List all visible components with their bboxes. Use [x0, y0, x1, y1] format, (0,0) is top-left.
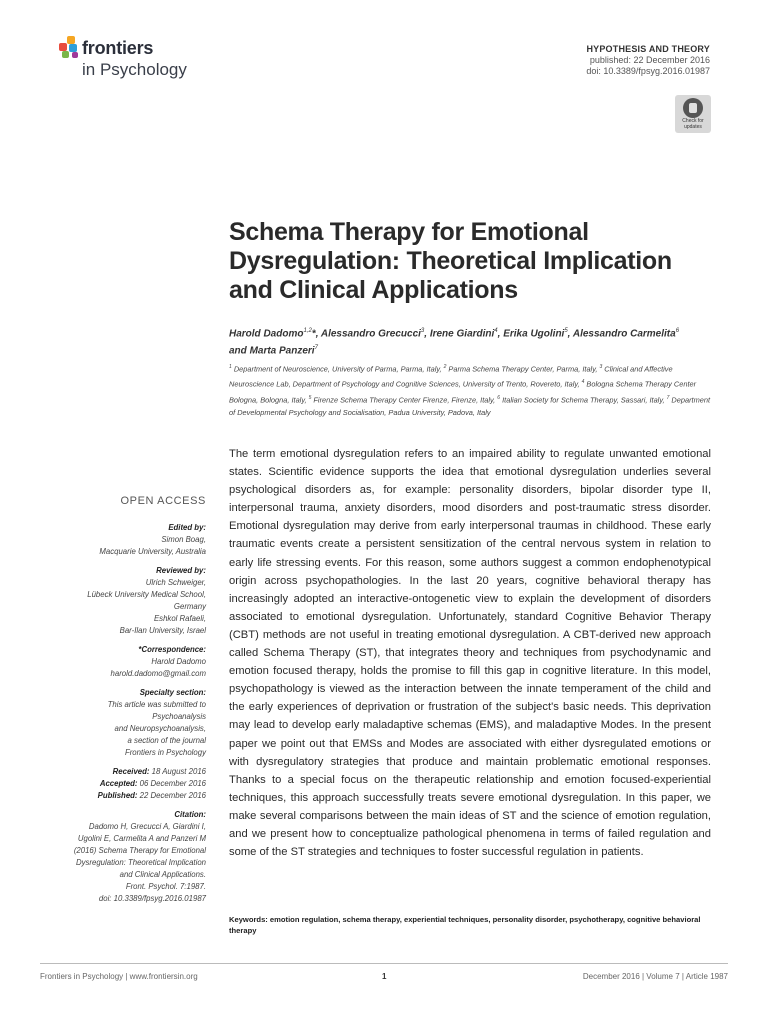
affiliation-marker: 4: [581, 379, 585, 386]
author-separator: ,: [424, 328, 430, 340]
edited-by-line: Macquarie University, Australia: [99, 547, 206, 556]
article-type: HYPOTHESIS AND THEORY: [586, 44, 710, 54]
citation-line: Front. Psychol. 7:1987.: [125, 882, 206, 891]
author-name[interactable]: Irene Giardini: [429, 328, 495, 340]
date-value: 06 December 2016: [137, 779, 206, 788]
affiliation-text: Italian Society for Schema Therapy, Sassari, Italy,: [500, 395, 667, 404]
author-affiliation-marker: 7: [314, 345, 318, 352]
citation-line: doi: 10.3389/fpsyg.2016.01987: [98, 894, 206, 903]
date-label: Accepted:: [99, 779, 138, 788]
edited-by-line: Simon Boag,: [161, 535, 206, 544]
article-header-meta: [586, 44, 710, 77]
date-row: [46, 766, 206, 778]
affiliation-marker: 7: [666, 394, 670, 401]
reviewed-by-line: Bar-Ilan University, Israel: [119, 626, 206, 635]
author-affiliation-marker: 6: [675, 328, 680, 334]
author-name[interactable]: Erika Ugolini: [503, 328, 565, 340]
keywords: Keywords: emotion regulation, schema therapy, experiential techniques, personality disorder, psychotherapy, cognitive behavioral therapy: [229, 915, 701, 935]
footer-volume-info: December 2016 | Volume 7 | Article 1987: [582, 972, 728, 981]
specialty-section-line: a section of the journal: [127, 736, 206, 745]
citation-label: Citation:: [174, 810, 206, 819]
date-label: Published:: [97, 791, 138, 800]
affiliation-marker: 3: [599, 364, 603, 370]
open-access-label: OPEN ACCESS: [120, 495, 206, 507]
footer-journal-link[interactable]: Frontiers in Psychology | www.frontiersin.org: [40, 972, 198, 981]
author-list: [229, 324, 699, 359]
citation-line: Dadomo H, Grecucci A, Giardini I,: [88, 822, 206, 831]
specialty-section-line: and Neuropsychoanalysis,: [114, 724, 206, 733]
date-row: [46, 778, 206, 790]
published-date: published: 22 December 2016: [589, 55, 710, 65]
specialty-section-label: Specialty section:: [139, 688, 206, 697]
logo-word-journal: in Psychology: [82, 60, 187, 79]
affiliation-text: Clinical and Affective Neuroscience Lab, Department of Psychology and Cognitive Sciences, University of Trento, Rovereto, Italy,: [229, 364, 673, 389]
citation-line: Ugolini E, Carmelita A and Panzeri M: [77, 834, 206, 843]
citation-line: and Clinical Applications.: [119, 870, 206, 879]
frontiers-logo-icon: [57, 34, 81, 60]
section-gap: [46, 680, 206, 687]
specialty-section-line: Frontiers in Psychology: [124, 748, 206, 757]
affiliation-text: Parma Schema Therapy Center, Parma, Italy,: [446, 364, 600, 374]
affiliation-marker: 6: [497, 394, 501, 401]
affiliation-text: Department of Neuroscience, University of Parma, Parma, Italy,: [231, 364, 444, 374]
affiliation-text: Department of Developmental Psychology and Socialisation, Padua University, Padova, Italy: [229, 395, 711, 417]
reviewed-by-line: Eshkol Rafaeli,: [153, 614, 206, 623]
correspondence-line[interactable]: harold.dadomo@gmail.com: [110, 669, 206, 678]
check-updates-line2: updates: [684, 123, 702, 130]
affiliation-text: Bologna Schema Therapy Center Bologna, Bologna, Italy,: [229, 379, 697, 404]
correspondence-line: Harold Dadomo: [151, 657, 206, 666]
logo-word-frontiers: frontiers: [82, 38, 154, 58]
author-separator: *,: [311, 328, 321, 340]
check-updates-icon: [683, 98, 703, 118]
author-separator: and: [229, 345, 250, 357]
affiliation-marker: 5: [308, 394, 312, 401]
page-number: 1: [382, 972, 387, 981]
affiliations: [229, 361, 711, 420]
citation-line: (2016) Schema Therapy for Emotional: [73, 846, 206, 855]
edited-by-label: Edited by:: [168, 523, 206, 532]
specialty-section-line: Psychoanalysis: [152, 712, 206, 721]
article-title: Schema Therapy for Emotional Dysregulation: Theoretical Implication and Clinical Applications: [229, 218, 672, 304]
correspondence-label: *Correspondence:: [138, 645, 206, 654]
section-gap: [46, 905, 206, 912]
author-separator: ,: [567, 328, 573, 340]
article-sidebar: [46, 495, 206, 912]
section-gap: [46, 802, 206, 809]
journal-logo[interactable]: [57, 34, 207, 84]
author-affiliation-marker: 1,2: [303, 328, 312, 334]
author-affiliation-marker: 4: [494, 328, 498, 334]
date-value: 22 December 2016: [137, 791, 206, 800]
author-name[interactable]: Alessandro Carmelita: [572, 328, 676, 340]
reviewed-by-line: Germany: [173, 602, 206, 611]
abstract-text: The term emotional dysregulation refers to an impaired ability to regulate unwanted emotional states. Scientific evidence supports the idea that emotional dysregulation underlies several psychological disorders as, for example: personality disorders, bipolar disorder type II, interpersonal trauma, anxiety disorders, mood disorders and post-traumatic stress disorder. Emotional dysregulation may derive from early interpersonal traumas in childhood. These early traumatic events create a persistent sensitization of the central nervous system in relation to early life stressing events. For this reason, some authors suggest a common endophenotypical origin across psychopathologies. In the last 20 years, cognitive behavioral therapy has increasingly adopted an interactive-ontogenetic view to explain the development of disorders associated to emotional dysregulation. Unfortunately, standard Cognitive Behavior Therapy (CBT) methods are not useful in treating emotional dysregulation. A CBT-derived new approach called Schema Therapy (ST), that integrates theory and techniques from psychodynamic and emotion focused therapy, holds the promise to fill this gap in cognitive literature. In this model, psychopathology is viewed as the interaction between the innate temperament of the child and the early experiences of deprivation or frustration of the subject's basic needs. This deprivation may lead to develop early maladaptive schemas (EMS), and maladaptive Modes. In the present paper we point out that EMSs and Modes are associated with either dysregulated emotions or with dysregulatory strategies that produce and maintain problematic emotional responses. Thanks to a special focus on the therapeutic relationship and emotion focused-experiential techniques, this approach successfully treats severe emotional dysregulation. In this paper, we make several comparisons between the main ideas of ST and the science of emotion regulation, and we present how to conceptualize pathological phenomena in terms of failed regulation and some of the ST strategies and techniques to foster successful regulation in patients.: [229, 448, 711, 859]
section-gap: [46, 759, 206, 766]
section-gap: [46, 637, 206, 644]
date-row: [46, 790, 206, 802]
specialty-section-line: This article was submitted to: [107, 700, 206, 709]
check-updates-line1: Check for: [682, 118, 704, 124]
author-affiliation-marker: 5: [564, 328, 568, 334]
author-name[interactable]: Harold Dadomo: [229, 328, 304, 340]
date-label: Received:: [112, 767, 150, 776]
section-gap: [46, 558, 206, 565]
affiliation-text: Firenze Schema Therapy Center Firenze, Firenze, Italy,: [311, 395, 498, 404]
author-name[interactable]: Alessandro Grecucci: [320, 328, 421, 340]
reviewed-by-line: Lübeck University Medical School,: [87, 590, 206, 599]
reviewed-by-label: Reviewed by:: [156, 566, 206, 575]
footer-divider: [40, 963, 728, 964]
author-affiliation-marker: 3: [420, 328, 425, 334]
citation-line: Dysregulation: Theoretical Implication: [75, 858, 206, 867]
author-separator: ,: [497, 328, 504, 340]
affiliation-marker: 1: [229, 364, 232, 370]
date-value: 18 August 2016: [149, 767, 206, 776]
reviewed-by-line: Ulrich Schweiger,: [145, 578, 206, 587]
affiliation-marker: 2: [443, 364, 447, 370]
check-for-updates-button[interactable]: [675, 95, 711, 133]
author-name[interactable]: Marta Panzeri: [249, 345, 315, 357]
header-doi[interactable]: doi: 10.3389/fpsyg.2016.01987: [586, 66, 710, 76]
